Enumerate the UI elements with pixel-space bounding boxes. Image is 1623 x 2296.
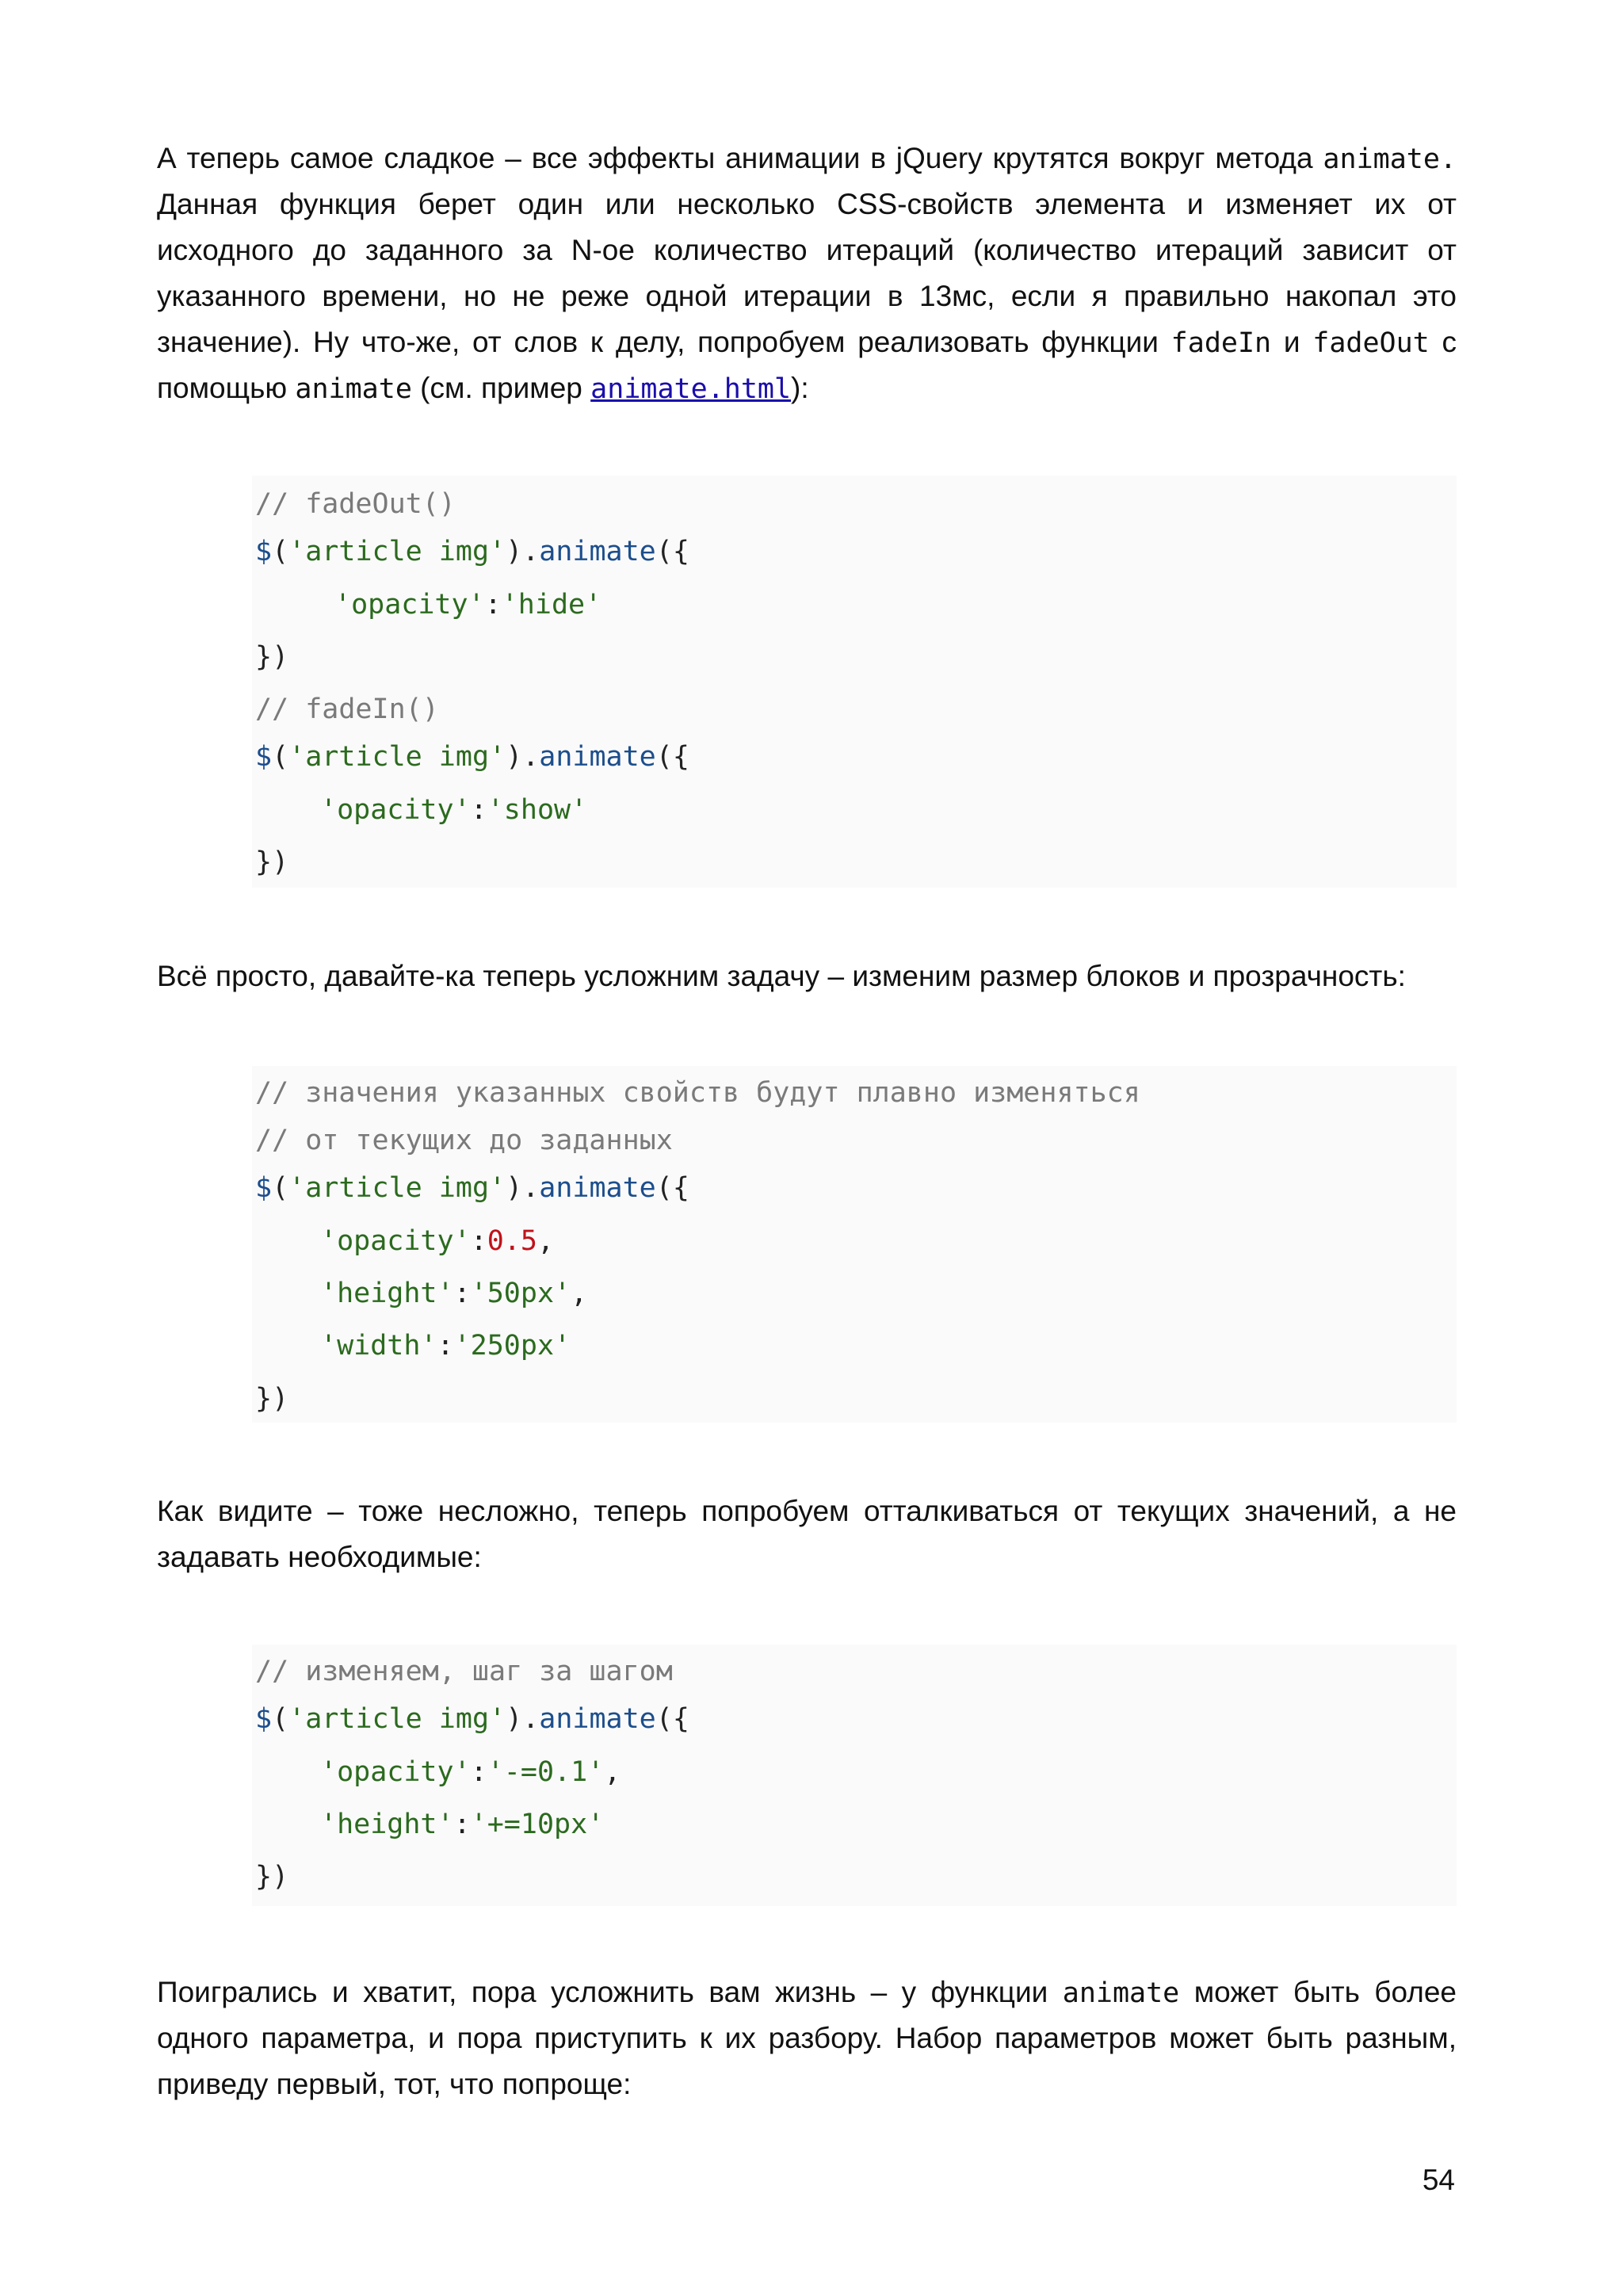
code-token: 'article img' bbox=[288, 536, 506, 567]
code-token: ). bbox=[506, 536, 540, 567]
code-token: '250px' bbox=[453, 1330, 571, 1362]
text-fragment: с bbox=[1429, 326, 1457, 358]
code-token: ( bbox=[272, 1172, 289, 1204]
code-token: 'opacity' bbox=[320, 1225, 471, 1257]
code-line: }) bbox=[255, 1383, 289, 1415]
code-token: : bbox=[470, 794, 487, 826]
code-token: : bbox=[484, 589, 502, 621]
text-line bbox=[157, 319, 1457, 365]
code-token: : bbox=[437, 1330, 454, 1362]
code-line: }) bbox=[255, 846, 289, 878]
code-token: ). bbox=[506, 1172, 540, 1204]
code-token: 'show' bbox=[487, 794, 588, 826]
inline-code: fadeOut bbox=[1312, 327, 1430, 359]
text-line: задавать необходимые: bbox=[157, 1541, 482, 1573]
text-line: Как видите – тоже несложно, теперь попробуем отталкиваться от текущих значений, а не bbox=[157, 1495, 1457, 1527]
code-token: $ bbox=[255, 1703, 273, 1735]
text-line: Всё просто, давайте-ка теперь усложним задачу – изменим размер блоков и прозрачность: bbox=[157, 960, 1406, 992]
code-token: '-=0.1' bbox=[487, 1756, 605, 1788]
code-token: animate bbox=[539, 1703, 656, 1735]
code-line bbox=[255, 734, 689, 780]
code-token: 'hide' bbox=[501, 589, 602, 621]
code-comment: // значения указанных свойств будут плавно изменяться bbox=[255, 1077, 1140, 1109]
code-token: $ bbox=[255, 1172, 273, 1204]
code-token: ). bbox=[506, 1703, 540, 1735]
code-line bbox=[255, 1165, 689, 1211]
inline-code: fadeIn bbox=[1170, 327, 1272, 359]
text-line: указанного времени, но не реже одной итерации в 13мс, если я правильно накопал это bbox=[157, 280, 1457, 312]
code-token: animate bbox=[539, 536, 656, 567]
code-line bbox=[320, 1801, 604, 1847]
code-comment: // изменяем, шаг за шагом bbox=[255, 1656, 673, 1687]
code-token: animate bbox=[539, 741, 656, 773]
code-token: '50px' bbox=[470, 1278, 571, 1309]
text-fragment: Поигрались и хватит, пора усложнить вам жизнь – у функции bbox=[157, 1976, 1063, 2008]
code-token: 0.5 bbox=[487, 1225, 537, 1257]
inline-code: animate bbox=[295, 373, 412, 405]
code-token: ({ bbox=[655, 536, 689, 567]
code-block-fade bbox=[255, 481, 689, 878]
text-line bbox=[157, 1969, 1457, 2015]
text-line: одного параметра, и пора приступить к их разбору. Набор параметров может быть разным, bbox=[157, 2022, 1457, 2054]
example-link[interactable]: animate.html bbox=[590, 373, 792, 405]
code-token: ). bbox=[506, 741, 540, 773]
text-fragment: ): bbox=[791, 372, 809, 404]
paragraph-parameters bbox=[157, 1969, 1457, 2107]
code-token: 'article img' bbox=[288, 1172, 506, 1204]
inline-code: animate. bbox=[1323, 143, 1457, 175]
code-token: , bbox=[537, 1225, 555, 1257]
code-token: ( bbox=[272, 536, 289, 567]
code-token: : bbox=[470, 1225, 487, 1257]
code-token: 'opacity' bbox=[320, 1756, 471, 1788]
inline-code: animate bbox=[1062, 1977, 1180, 2009]
code-line bbox=[320, 1323, 571, 1369]
code-token: ({ bbox=[655, 1703, 689, 1735]
code-token: : bbox=[470, 1756, 487, 1788]
text-fragment: А теперь самое сладкое – все эффекты анимации в jQuery крутятся вокруг метода bbox=[157, 142, 1323, 174]
code-token: 'height' bbox=[320, 1809, 454, 1840]
text-fragment: помощью bbox=[157, 372, 296, 404]
code-token: 'opacity' bbox=[320, 794, 471, 826]
code-token: 'height' bbox=[320, 1278, 454, 1309]
code-token: ({ bbox=[655, 741, 689, 773]
code-token: , bbox=[604, 1756, 621, 1788]
code-token: , bbox=[571, 1278, 588, 1309]
text-line bbox=[157, 136, 1457, 181]
paragraph-intro bbox=[157, 136, 1457, 411]
text-line bbox=[157, 365, 1457, 411]
code-comment: // fadeOut() bbox=[255, 488, 456, 520]
code-token: $ bbox=[255, 741, 273, 773]
code-token: ( bbox=[272, 741, 289, 773]
text-fragment: и bbox=[1271, 326, 1313, 358]
code-line bbox=[320, 1749, 621, 1795]
code-token: ( bbox=[272, 1703, 289, 1735]
code-comment: // fadeIn() bbox=[255, 693, 439, 725]
code-token: : bbox=[453, 1278, 471, 1309]
page-number: 54 bbox=[1422, 2164, 1455, 2196]
code-token: $ bbox=[255, 536, 273, 567]
code-block-resize bbox=[255, 1070, 1140, 1415]
code-token: ({ bbox=[655, 1172, 689, 1204]
paragraph-relative bbox=[157, 1488, 1457, 1580]
code-token: 'width' bbox=[320, 1330, 437, 1362]
code-line: }) bbox=[255, 641, 289, 673]
code-line bbox=[320, 1218, 554, 1264]
text-fragment: (см. пример bbox=[411, 372, 591, 404]
text-line: исходного до заданного за N-ое количество итераций (количество итераций зависит от bbox=[157, 234, 1457, 266]
code-token: : bbox=[453, 1809, 471, 1840]
text-line: приведу первый, тот, что попроще: bbox=[157, 2068, 632, 2100]
code-token: 'opacity' bbox=[334, 589, 485, 621]
text-line: Данная функция берет один или несколько CSS-свойств элемента и изменяет их от bbox=[157, 188, 1457, 220]
code-token: '+=10px' bbox=[470, 1809, 605, 1840]
code-block-relative bbox=[255, 1648, 689, 1893]
code-token: 'article img' bbox=[288, 1703, 506, 1735]
code-line: }) bbox=[255, 1861, 289, 1893]
code-line bbox=[334, 582, 601, 628]
paragraph-resize bbox=[157, 953, 1457, 999]
code-line bbox=[255, 529, 689, 575]
text-fragment: значение). Ну что-же, от слов к делу, попробуем реализовать функции bbox=[157, 326, 1171, 358]
code-token: animate bbox=[539, 1172, 656, 1204]
text-fragment: может быть более bbox=[1179, 1976, 1457, 2008]
code-line bbox=[320, 1270, 587, 1316]
code-comment: // от текущих до заданных bbox=[255, 1125, 673, 1156]
code-line bbox=[255, 1696, 689, 1742]
code-line bbox=[320, 787, 587, 833]
code-token: 'article img' bbox=[288, 741, 506, 773]
